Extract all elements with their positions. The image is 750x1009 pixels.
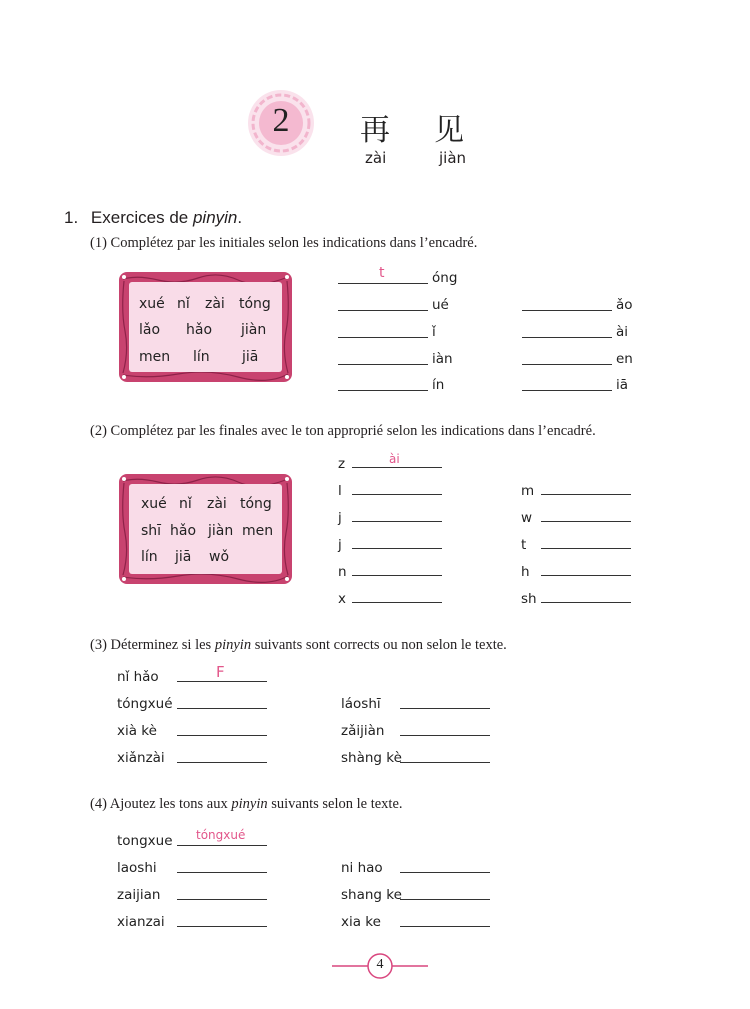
ex1-box-syllable: tóng bbox=[239, 296, 271, 312]
ex2-initial: x bbox=[338, 591, 346, 607]
ex4-pinyin: xianzai bbox=[117, 914, 165, 930]
ex1-final: óng bbox=[432, 270, 458, 286]
lesson-title-pinyin-2: jiàn bbox=[439, 149, 467, 167]
lesson-title-hanzi-2: 见 bbox=[434, 113, 464, 148]
ex3-blank[interactable] bbox=[177, 762, 267, 763]
ex4-pinyin: laoshi bbox=[117, 860, 157, 876]
ex3-pinyin: xiǎnzài bbox=[117, 750, 165, 766]
ex1-box-syllable: lín bbox=[193, 349, 210, 365]
ex3-instruction-pre: (3) Déterminez si les bbox=[90, 637, 215, 653]
ex3-pinyin: shàng kè bbox=[341, 750, 402, 766]
ex2-initial: w bbox=[521, 510, 533, 526]
ex2-box-syllable: men bbox=[242, 523, 274, 539]
ex2-box-syllable: nǐ bbox=[179, 496, 192, 512]
ex3-pinyin: tóngxué bbox=[117, 696, 173, 712]
ex2-blank[interactable] bbox=[541, 494, 631, 495]
section-title-suffix: . bbox=[237, 208, 243, 227]
ex3-blank[interactable] bbox=[400, 708, 490, 709]
ex4-blank[interactable] bbox=[400, 899, 490, 900]
ex2-box-syllable: tóng bbox=[240, 496, 272, 512]
ex2-box-syllable: hǎo bbox=[170, 523, 197, 539]
ex2-box-syllable: jiàn bbox=[208, 523, 234, 539]
ex1-box-syllable: hǎo bbox=[186, 322, 213, 338]
ex3-instruction-post: suivants sont corrects ou non selon le texte. bbox=[251, 637, 507, 653]
ex4-pinyin: xia ke bbox=[341, 914, 381, 930]
ex4-example-answer: tóngxué bbox=[196, 828, 246, 842]
ex3-example-answer: F bbox=[216, 663, 225, 681]
ex2-initial: h bbox=[521, 564, 530, 580]
ex4-pinyin: tongxue bbox=[117, 833, 173, 849]
ex2-initial: sh bbox=[521, 591, 537, 607]
ex2-box-syllable: xué bbox=[141, 496, 167, 512]
ex3-instruction-italic: pinyin bbox=[214, 637, 252, 653]
ex2-blank[interactable] bbox=[541, 575, 631, 576]
ex2-box-syllable: wǒ bbox=[209, 549, 230, 565]
ex3-pinyin: nǐ hǎo bbox=[117, 669, 159, 685]
ex2-initial: j bbox=[338, 537, 342, 553]
ex3-pinyin: zǎijiàn bbox=[341, 723, 385, 739]
ex1-box-syllable: zài bbox=[205, 296, 225, 312]
ex2-blank[interactable] bbox=[352, 467, 442, 468]
ex4-instruction-pre: (4) Ajoutez les tons aux bbox=[90, 796, 232, 812]
ex1-instruction: (1) Complétez par les initiales selon les indications dans l’encadré. bbox=[90, 235, 478, 251]
ex1-box-syllable: men bbox=[139, 349, 171, 365]
ex2-initial: l bbox=[338, 483, 342, 499]
ex4-pinyin: ni hao bbox=[341, 860, 383, 876]
ex4-instruction-italic: pinyin bbox=[231, 796, 268, 812]
page-number: 4 bbox=[376, 957, 384, 972]
ex2-example-answer: ài bbox=[389, 452, 400, 466]
ex2-initial: z bbox=[338, 456, 346, 472]
ex1-box-syllable: jiā bbox=[242, 349, 259, 365]
ex1-final: en bbox=[616, 351, 633, 367]
ex4-pinyin: zaijian bbox=[117, 887, 161, 903]
ex1-blank[interactable] bbox=[522, 390, 612, 391]
ex4-instruction-post: suivants selon le texte. bbox=[267, 796, 403, 812]
ex2-initial: t bbox=[521, 537, 527, 553]
ex1-blank[interactable] bbox=[522, 364, 612, 365]
ex1-box-syllable: nǐ bbox=[177, 296, 190, 312]
ex2-box-syllable: zài bbox=[207, 496, 227, 512]
ex3-blank[interactable] bbox=[177, 681, 267, 682]
ex1-final: ài bbox=[616, 324, 629, 340]
lesson-number: 2 bbox=[272, 102, 290, 139]
ex4-blank[interactable] bbox=[177, 899, 267, 900]
ex1-blank[interactable] bbox=[522, 337, 612, 338]
ex3-pinyin: xià kè bbox=[117, 723, 157, 739]
ex2-box-syllable: shī bbox=[141, 523, 162, 539]
section-number: 1. bbox=[64, 208, 79, 227]
ex1-final: iàn bbox=[432, 351, 453, 367]
ex2-box-syllable: jiā bbox=[175, 549, 192, 565]
section-title-prefix: Exercices de bbox=[90, 208, 193, 227]
ex1-blank[interactable] bbox=[338, 283, 428, 284]
section-title bbox=[64, 208, 242, 228]
ex2-blank[interactable] bbox=[352, 575, 442, 576]
ex4-blank[interactable] bbox=[177, 845, 267, 846]
ex1-example-answer: t bbox=[379, 265, 385, 281]
section-title-italic: pinyin bbox=[192, 208, 238, 227]
ex4-pinyin: shang ke bbox=[341, 887, 402, 903]
ex2-blank[interactable] bbox=[352, 602, 442, 603]
ex1-blank[interactable] bbox=[338, 337, 428, 338]
ex1-blank[interactable] bbox=[338, 364, 428, 365]
ex3-pinyin: láoshī bbox=[341, 696, 381, 712]
ex1-blank[interactable] bbox=[338, 310, 428, 311]
ex1-final: ǐ bbox=[432, 324, 436, 340]
ex2-blank[interactable] bbox=[352, 521, 442, 522]
ex2-initial: j bbox=[338, 510, 342, 526]
ex2-initial: n bbox=[338, 564, 347, 580]
ex2-initial: m bbox=[521, 483, 535, 499]
ex3-instruction bbox=[90, 637, 507, 654]
ex1-box-syllable: jiàn bbox=[241, 322, 267, 338]
ex4-blank[interactable] bbox=[400, 926, 490, 927]
ex2-blank[interactable] bbox=[541, 521, 631, 522]
ex1-final: ué bbox=[432, 297, 449, 313]
ex1-box-syllable: xué bbox=[139, 296, 165, 312]
ex1-final: iā bbox=[616, 377, 629, 393]
ex2-blank[interactable] bbox=[541, 602, 631, 603]
ex3-blank[interactable] bbox=[400, 735, 490, 736]
ex2-instruction: (2) Complétez par les finales avec le ton approprié selon les indications dans l’encadré. bbox=[90, 423, 596, 439]
lesson-title-hanzi-1: 再 bbox=[360, 113, 390, 148]
ex1-final: ǎo bbox=[616, 297, 633, 313]
lesson-title-pinyin-1: zài bbox=[365, 149, 387, 167]
ex2-blank[interactable] bbox=[352, 548, 442, 549]
ex4-blank[interactable] bbox=[177, 872, 267, 873]
ex1-blank[interactable] bbox=[338, 390, 428, 391]
ex1-blank[interactable] bbox=[522, 310, 612, 311]
ex3-blank[interactable] bbox=[177, 708, 267, 709]
ex4-blank[interactable] bbox=[400, 872, 490, 873]
ex2-blank[interactable] bbox=[541, 548, 631, 549]
ex1-final: ín bbox=[432, 377, 445, 393]
ex1-box-syllable: lǎo bbox=[139, 322, 161, 338]
ex4-instruction bbox=[90, 796, 403, 813]
ex2-blank[interactable] bbox=[352, 494, 442, 495]
ex3-blank[interactable] bbox=[400, 762, 490, 763]
ex2-box-syllable: lín bbox=[141, 549, 158, 565]
ex4-blank[interactable] bbox=[177, 926, 267, 927]
ex3-blank[interactable] bbox=[177, 735, 267, 736]
